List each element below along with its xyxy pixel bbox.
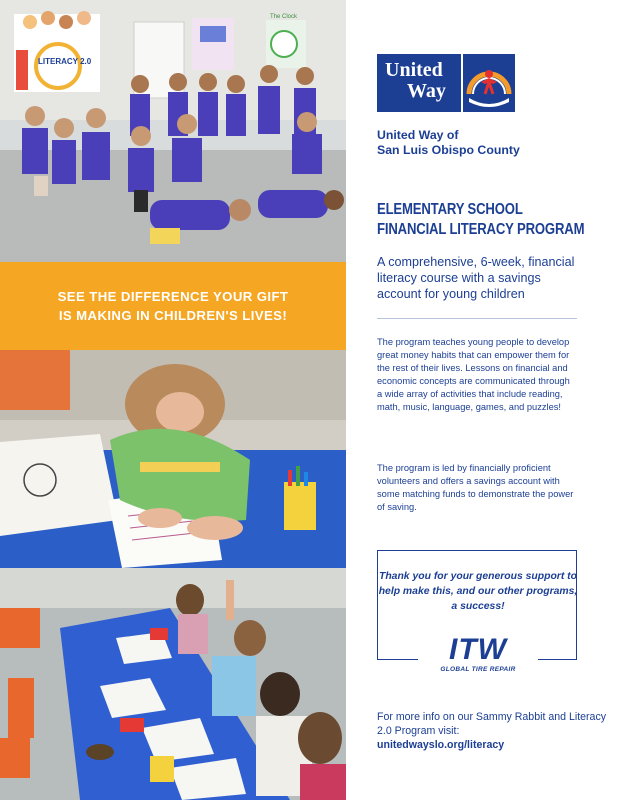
student-writing-photo [0, 350, 346, 568]
org-line-2: San Luis Obispo County [377, 143, 520, 157]
banner-line-2: IS MAKING IN CHILDREN'S LIVES! [58, 308, 288, 323]
united-way-wordmark [377, 54, 461, 112]
more-info-link[interactable]: unitedwayslo.org/literacy [377, 739, 505, 751]
program-title-line-1: ELEMENTARY SCHOOL [377, 201, 523, 218]
program-title [377, 200, 585, 240]
group-photo [0, 0, 346, 262]
program-description: The program teaches young people to develop great money habits that can empower them for the rest of their lives. Lessons on financial and economic concepts are communicated through a wide array of activities that include reading, math, music, language, games, and puzzles! [377, 337, 570, 412]
impact-banner [0, 262, 346, 350]
section-divider [377, 318, 577, 319]
thanks-message: Thank you for your generous support to help make this, and our other programs, a success! [378, 571, 578, 612]
more-info-text: For more info on our Sammy Rabbit and Literacy 2.0 Program visit: [377, 711, 607, 737]
content-column [346, 0, 618, 800]
banner-line-1: SEE THE DIFFERENCE YOUR GIFT [57, 289, 289, 304]
program-subtitle: A comprehensive, 6-week, financial literacy course with a savings account for young children [377, 255, 575, 301]
logo-word-1: United [385, 59, 443, 81]
itw-subtitle: GLOBAL TIRE REPAIR [440, 666, 516, 673]
itw-sponsor-logo [418, 635, 538, 679]
clock-label: The Clock [270, 14, 298, 20]
classroom-table-photo [0, 568, 346, 800]
organization-name [377, 128, 597, 158]
united-way-hand-icon [461, 54, 515, 112]
program-title-line-2: FINANCIAL LITERACY PROGRAM [377, 221, 585, 238]
united-way-logo [377, 54, 515, 112]
program-leadership: The program is led by financially proficient volunteers and offers a savings account with some matching funds to demonstrate the power of saving. [377, 463, 574, 512]
literacy-sign: LITERACY 2.0 [38, 57, 92, 66]
logo-word-2: Way [407, 80, 446, 102]
org-line-1: United Way of [377, 128, 459, 142]
more-info [377, 710, 607, 752]
sponsor-thanks-box [377, 550, 578, 673]
itw-letters: ITW [449, 633, 507, 666]
